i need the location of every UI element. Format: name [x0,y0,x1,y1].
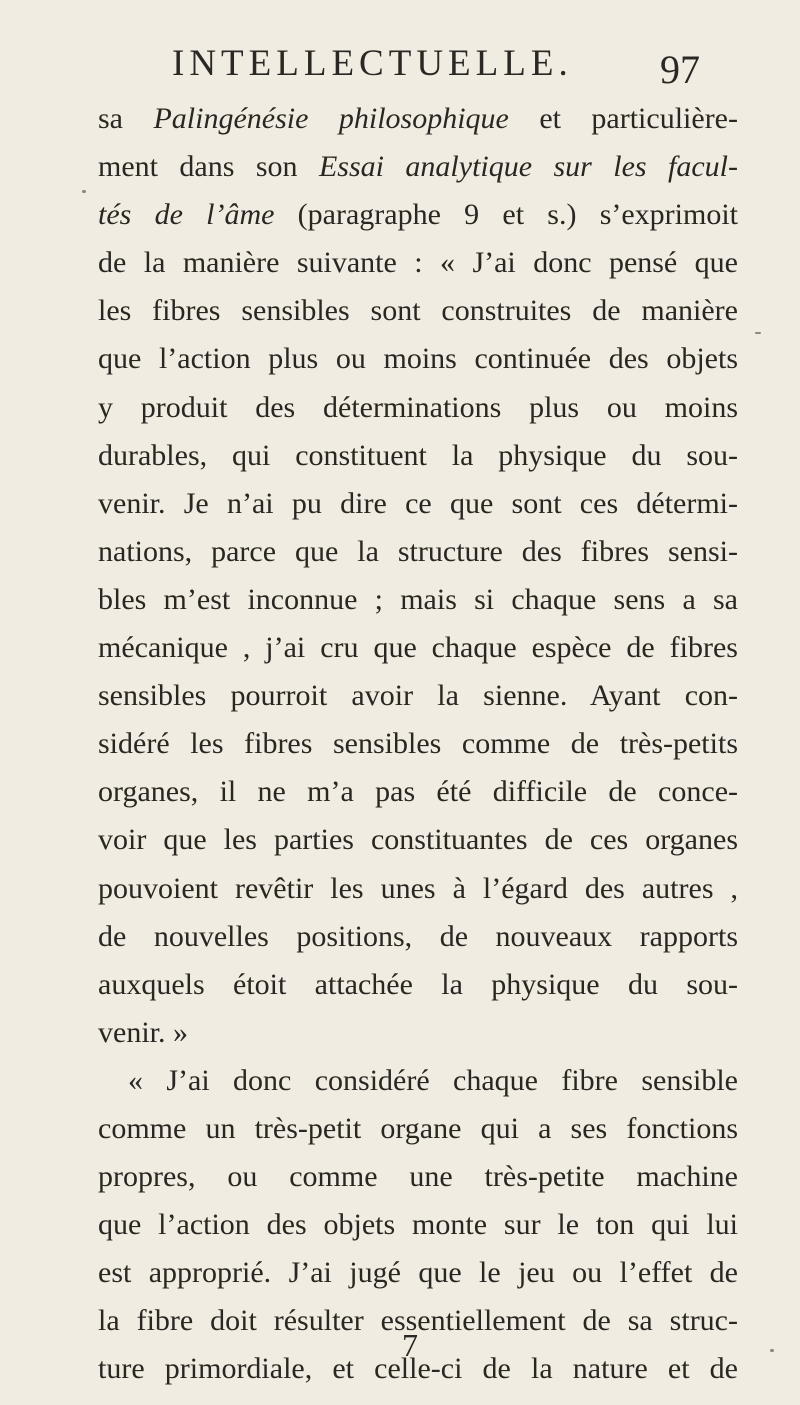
text-line: voir que les parties constituantes de ces organes [98,823,738,857]
running-title: INTELLECTUELLE. [172,43,573,84]
text-line: organes, il ne m’a pas été difficile de conce- [98,775,738,809]
page-number: 97 [660,47,700,92]
body-text [98,95,738,1394]
margin-speck [770,1349,774,1352]
text-line-paragraph-end: venir. » [98,1015,188,1049]
text-line: les fibres sensibles sont construites de manière [98,294,738,328]
text-line-paragraph-start: « J’ai donc considéré chaque fibre sensible [128,1063,738,1097]
text-line: de la manière suivante : « J’ai donc pensé que [98,246,738,280]
margin-speck [755,332,761,334]
text-line: tés de l’âme (paragraphe 9 et s.) s’exprimoit [98,198,739,232]
text-line: nations, parce que la structure des fibres sensi- [98,534,738,568]
text-line: propres, ou comme une très-petite machine [98,1160,738,1194]
text-line: sidéré les fibres sensibles comme de très-petits [98,727,738,761]
text-line: que l’action plus ou moins continuée des objets [98,342,738,376]
margin-speck [82,190,86,193]
text-line: pouvoient revêtir les unes à l’égard des autres , [98,871,738,905]
text-line: que l’action des objets monte sur le ton qui lui [98,1208,738,1242]
text-line: de nouvelles positions, de nouveaux rapports [98,919,738,953]
text-line: bles m’est inconnue ; mais si chaque sens a sa [98,582,738,616]
text-line: y produit des déterminations plus ou moins [98,390,738,424]
text-line: auxquels étoit attachée la physique du sou- [98,967,738,1001]
text-line: mécanique , j’ai cru que chaque espèce de fibres [98,631,738,665]
text-line: la fibre doit résulter essentiellement de sa struc- [98,1304,738,1338]
text-line: est approprié. J’ai jugé que le jeu ou l’effet de [98,1256,738,1290]
text-line: sa Palingénésie philosophique et particulière- [98,102,738,135]
text-line: durables, qui constituent la physique du sou- [98,438,738,472]
text-line: ture primordiale, et celle-ci de la nature et de [98,1352,738,1386]
text-line: ment dans son Essai analytique sur les facul- [98,150,739,184]
text-line: sensibles pourroit avoir la sienne. Ayant con- [98,679,738,713]
signature-mark: 7 [402,1327,418,1363]
text-line: venir. Je n’ai pu dire ce que sont ces détermi- [98,486,738,520]
text-line: comme un très-petit organe qui a ses fonctions [98,1111,738,1145]
